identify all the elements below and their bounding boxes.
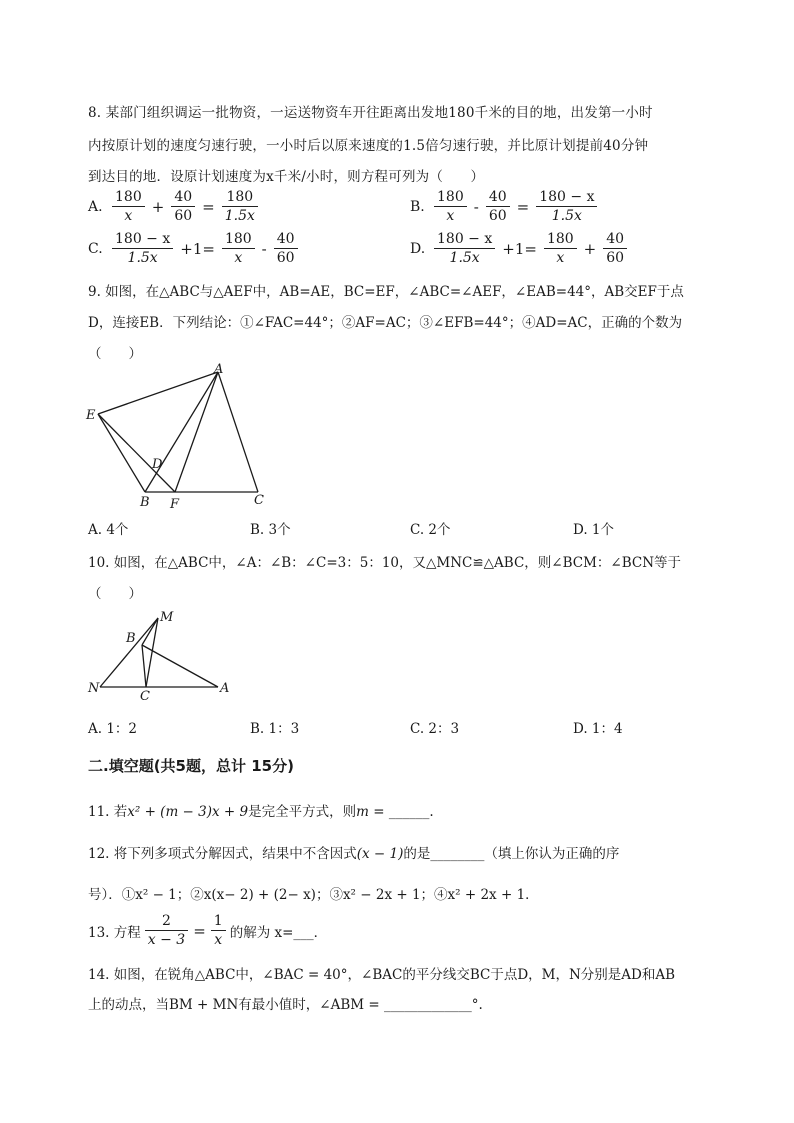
fraction: $\frac{2}{x - 3}$	[145, 912, 188, 949]
q10-choice-b[interactable]: B. 1：3	[250, 721, 300, 737]
point-e-label: E	[86, 408, 96, 423]
q8-line-2: 内按原计划的速度匀速行驶，一小时后以原来速度的1.5倍匀速行驶，并比原计划提前40分钟	[88, 138, 649, 154]
point-b-label: B	[140, 495, 150, 510]
point-n-label: N	[88, 681, 100, 696]
fraction: $\frac{180}{x}$	[544, 230, 577, 267]
q8-option-c[interactable]: C. $\frac{180 - x}{1.5x}$ +1= $\frac{180}{x}$ - $\frac{40}{60}$	[88, 230, 298, 267]
q9-choice-c[interactable]: C. 2个	[410, 522, 451, 538]
q9-line-3: （ ）	[88, 346, 142, 362]
q10-line-2: （ ）	[88, 586, 142, 602]
q13-blank[interactable]: 的解为 x=___．	[229, 924, 328, 941]
q9-choice-a[interactable]: A. 4个	[88, 522, 129, 538]
fraction: $\frac{180}{x}$	[434, 188, 467, 225]
fraction: $\frac{40}{60}$	[603, 230, 627, 267]
fraction: $\frac{40}{60}$	[171, 188, 195, 225]
point-f-label: F	[170, 497, 180, 512]
fraction: $\frac{180 - x}{1.5x}$	[434, 230, 495, 267]
q12-blank[interactable]: 的是________（填上你认为正确的序	[403, 846, 620, 862]
q8-option-a[interactable]: A. $\frac{180}{x}$ + $\frac{40}{60}$ = $\frac{180}{1.5x}$	[88, 188, 258, 225]
fraction: $\frac{180}{x}$	[222, 230, 255, 267]
q8-line-1: 8. 某部门组织调运一批物资，一运送物资车开往距离出发地180千米的目的地，出发第一小时	[88, 105, 653, 121]
q10-line-1: 10. 如图，在△ABC中，∠A：∠B：∠C=3：5：10，又△MNC≌△ABC，则∠BCM：∠BCN等于	[88, 555, 682, 571]
point-a-label: A	[220, 681, 230, 696]
fraction: $\frac{40}{60}$	[274, 230, 298, 267]
q8-option-b[interactable]: B. $\frac{180}{x}$ - $\frac{40}{60}$ = $\frac{180 - x}{1.5x}$	[410, 188, 597, 225]
q10-choice-c[interactable]: C. 2：3	[410, 721, 460, 737]
q9-line-1: 9. 如图，在△ABC与△AEF中，AB=AE，BC=EF，∠ABC=∠AEF，∠EAB=44°，AB交EF于点	[88, 284, 684, 300]
q10-figure	[84, 608, 244, 704]
point-d-label: D	[152, 457, 163, 472]
fraction: $\frac{180 - x}{1.5x}$	[112, 230, 173, 267]
point-a-label: A	[214, 362, 224, 377]
q8-line-3: 到达目的地．设原计划速度为x千米/小时，则方程可列为（ ）	[88, 169, 485, 185]
question-11: 11. 若x² + (m − 3)x + 9是完全平方式，则m = ______.	[88, 804, 434, 820]
q14-line-1: 14. 如图，在锐角△ABC中，∠BAC = 40°，∠BAC的平分线交BC于点D，M，N分别是AD和AB	[88, 967, 676, 983]
q14-line-2[interactable]: 上的动点，当BM + MN有最小值时，∠ABM = _____________°.	[88, 997, 483, 1013]
q11-blank[interactable]: = ______.	[368, 804, 434, 820]
q12-line-1: 12. 将下列多项式分解因式，结果中不含因式(x − 1)的是________（填上你认为正确的序	[88, 846, 620, 862]
fraction: $\frac{180 - x}{1.5x}$	[536, 188, 597, 225]
q9-figure	[80, 360, 280, 512]
point-m-label: M	[160, 610, 174, 625]
fraction: $\frac{40}{60}$	[486, 188, 510, 225]
q10-choice-d[interactable]: D. 1：4	[573, 721, 623, 737]
fraction: $\frac{180}{1.5x}$	[222, 188, 258, 225]
section-title: 二.填空题(共5题，总计 15分)	[88, 757, 294, 775]
point-c-label: C	[254, 493, 264, 508]
q9-line-2: D，连接EB．下列结论：①∠FAC=44°；②AF=AC；③∠EFB=44°；④AD=AC，正确的个数为	[88, 315, 683, 331]
point-b-label: B	[126, 631, 136, 646]
question-13: 13. 方程 $\frac{2}{x - 3}$ = $\frac{1}{x}$ 的解为 x=___．	[88, 913, 328, 948]
q11-expression: x² + (m − 3)x + 9	[127, 804, 249, 820]
q8-option-d[interactable]: D. $\frac{180 - x}{1.5x}$ +1= $\frac{180}{x}$ + $\frac{40}{60}$	[410, 230, 627, 267]
fraction: $\frac{180}{x}$	[112, 188, 145, 225]
q12-line-2: 号）．①x² − 1；②x(x− 2) + (2− x)；③x² − 2x + 1；④x² + 2x + 1．	[88, 887, 539, 903]
q9-choice-d[interactable]: D. 1个	[573, 522, 615, 538]
fraction: $\frac{1}{x}$	[211, 912, 226, 949]
q10-choice-a[interactable]: A. 1：2	[88, 721, 138, 737]
q9-choice-b[interactable]: B. 3个	[250, 522, 291, 538]
point-c-label: C	[140, 689, 150, 704]
